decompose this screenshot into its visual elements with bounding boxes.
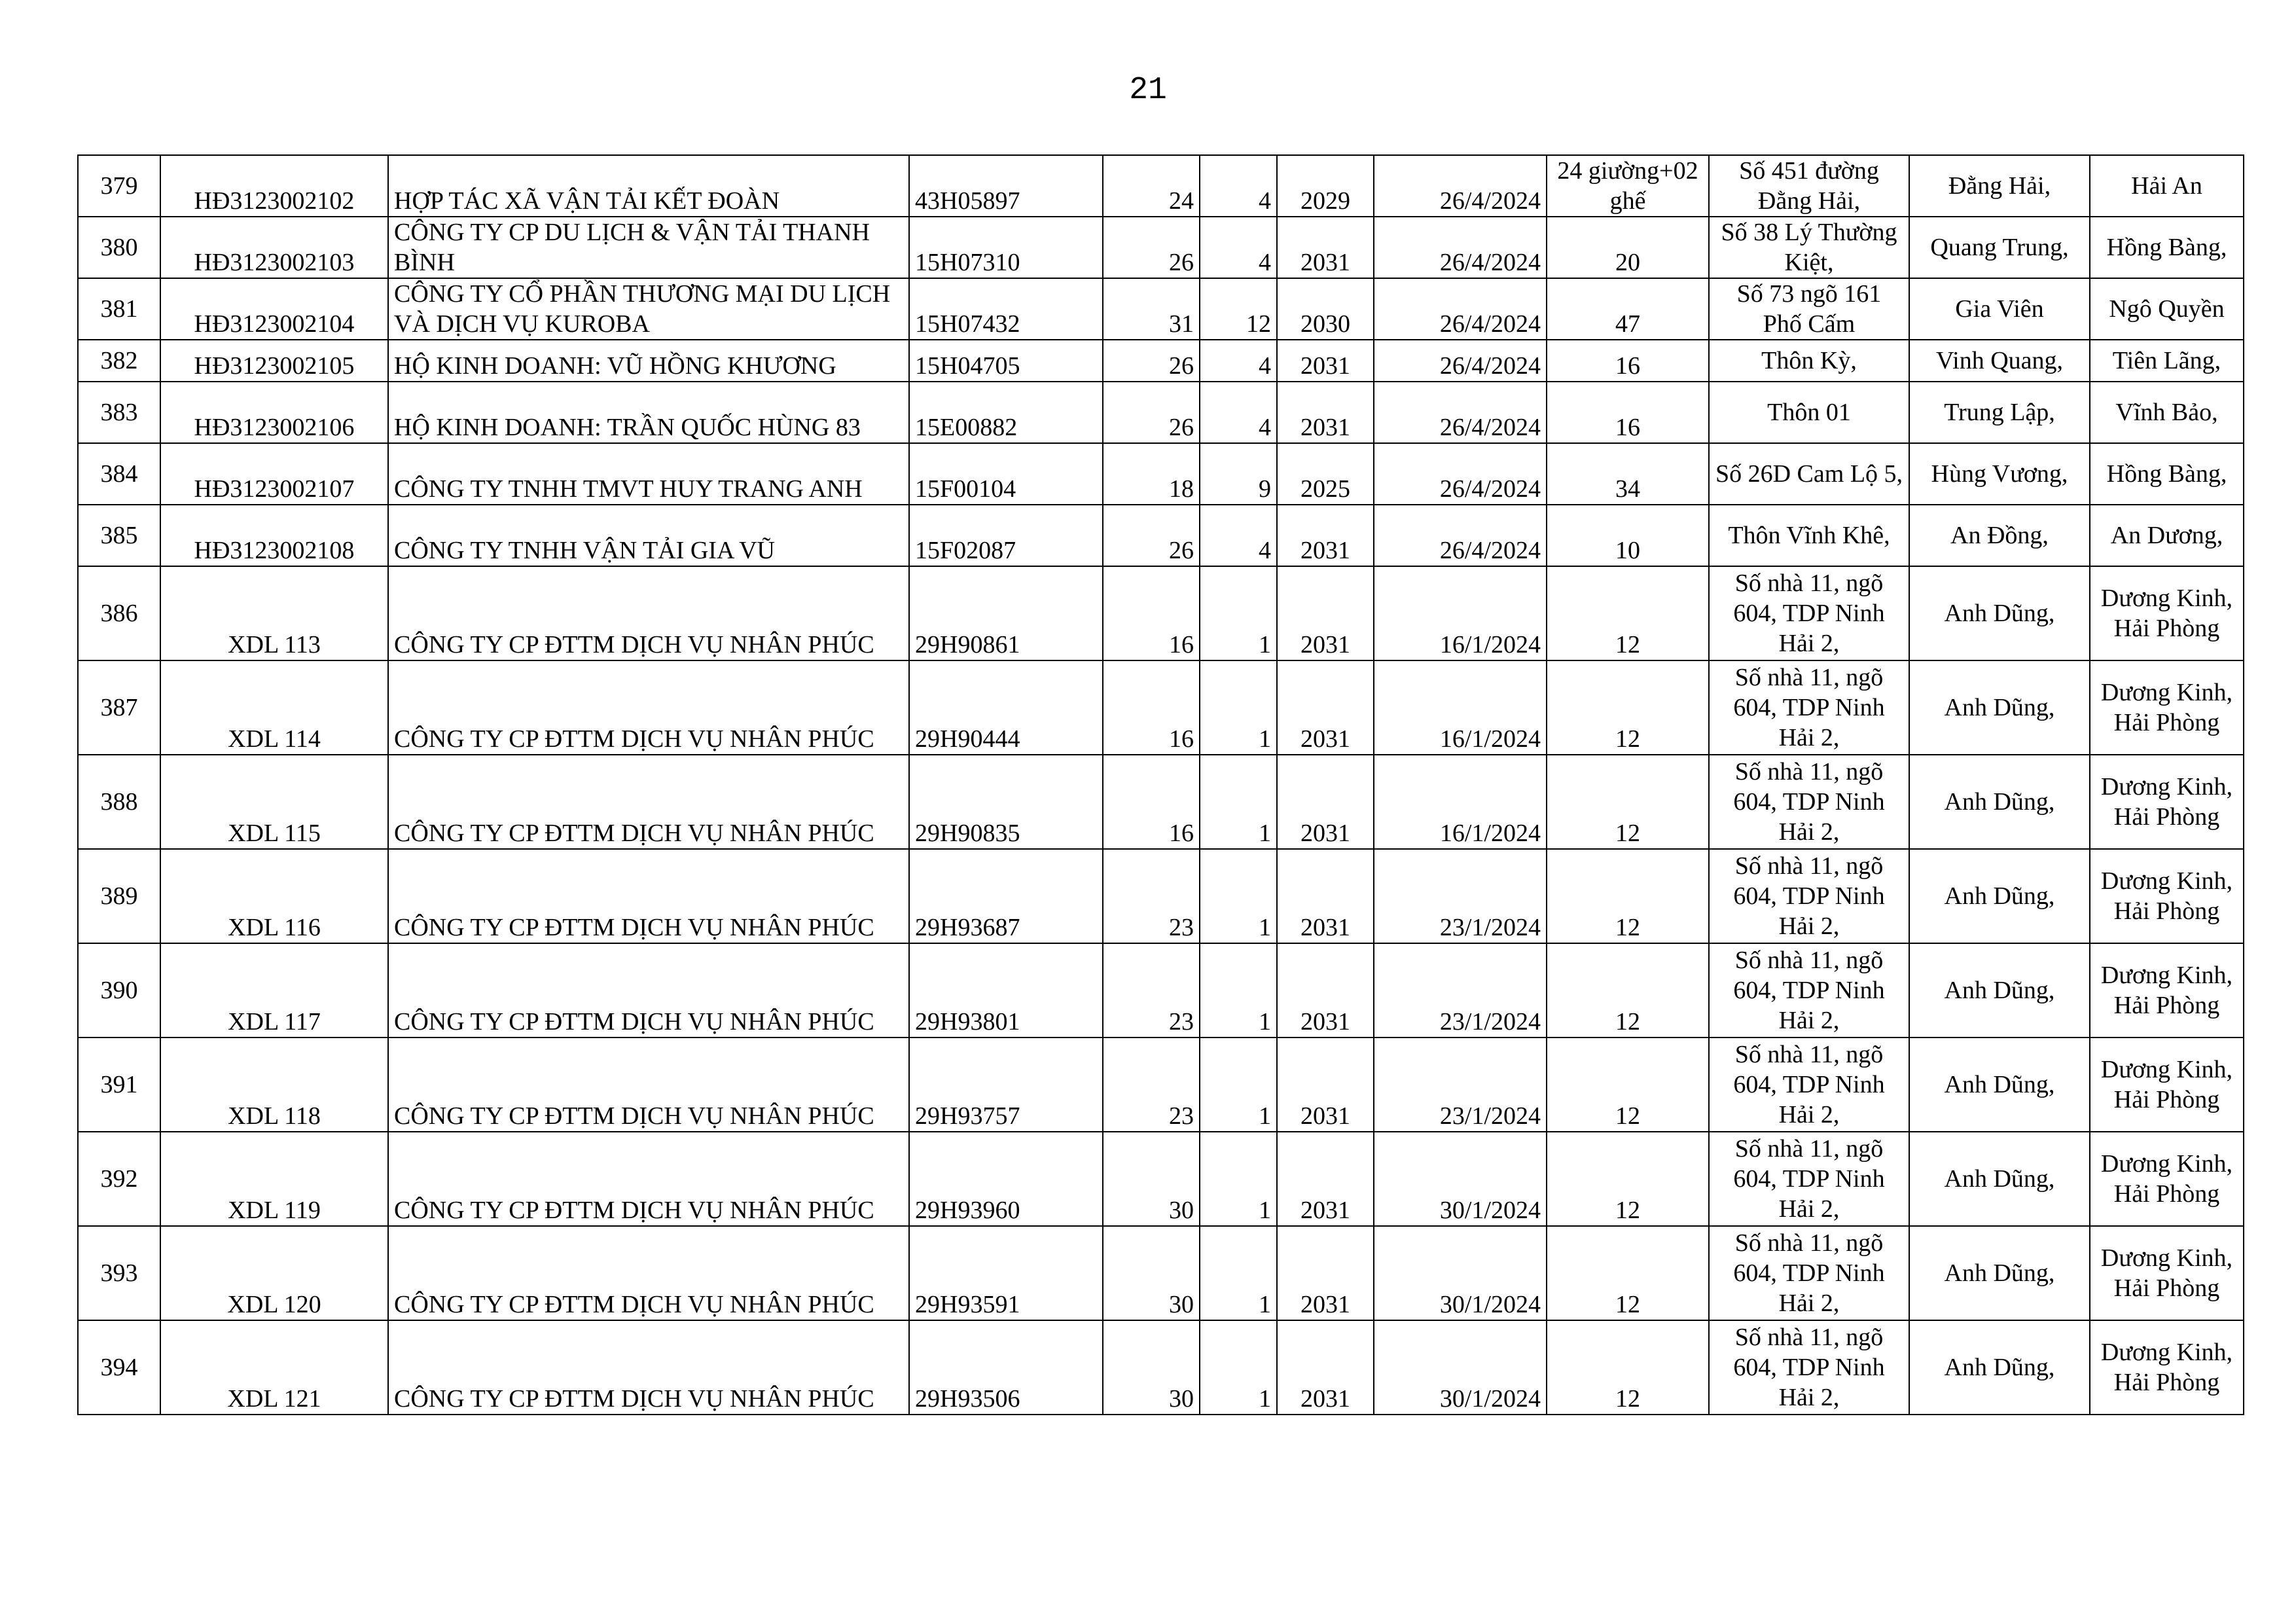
cell-ngay: 26/4/2024 — [1374, 505, 1547, 566]
cell-ten: CÔNG TY CP ĐTTM DỊCH VỤ NHÂN PHÚC — [388, 943, 909, 1038]
cell-cho: 16 — [1547, 340, 1709, 382]
cell-ten: CÔNG TY TNHH TMVT HUY TRANG ANH — [388, 443, 909, 505]
cell-phuong: Trung Lập, — [1909, 382, 2090, 443]
table-row — [78, 1038, 2244, 1132]
cell-a: 24 — [1103, 155, 1200, 217]
cell-cho: 12 — [1547, 943, 1709, 1038]
cell-quan: Ngô Quyền — [2090, 278, 2244, 340]
cell-b: 9 — [1200, 443, 1277, 505]
cell-dia-chi: Số nhà 11, ngõ 604, TDP Ninh Hải 2, — [1709, 1226, 1909, 1320]
cell-dia-chi: Số 451 đường Đằng Hải, — [1709, 155, 1909, 217]
cell-nam: 2031 — [1277, 849, 1374, 943]
cell-cho: 12 — [1547, 849, 1709, 943]
cell-stt: 379 — [78, 155, 160, 217]
cell-nam: 2031 — [1277, 1226, 1374, 1320]
cell-cho: 12 — [1547, 660, 1709, 755]
cell-a: 23 — [1103, 849, 1200, 943]
cell-quan: Hồng Bàng, — [2090, 443, 2244, 505]
cell-dia-chi: Thôn Kỳ, — [1709, 340, 1909, 382]
cell-ma: XDL 115 — [160, 755, 388, 849]
cell-quan: Dương Kinh, Hải Phòng — [2090, 943, 2244, 1038]
cell-stt: 387 — [78, 660, 160, 755]
cell-ten: HỢP TÁC XÃ VẬN TẢI KẾT ĐOÀN — [388, 155, 909, 217]
cell-stt: 389 — [78, 849, 160, 943]
table-row — [78, 155, 2244, 217]
cell-cho: 12 — [1547, 1132, 1709, 1226]
cell-ngay: 23/1/2024 — [1374, 943, 1547, 1038]
cell-phuong: Anh Dũng, — [1909, 1132, 2090, 1226]
cell-nam: 2031 — [1277, 660, 1374, 755]
cell-dia-chi: Số 73 ngõ 161 Phố Cấm — [1709, 278, 1909, 340]
cell-dia-chi: Số nhà 11, ngõ 604, TDP Ninh Hải 2, — [1709, 660, 1909, 755]
cell-phuong: Anh Dũng, — [1909, 566, 2090, 660]
cell-nam: 2031 — [1277, 1038, 1374, 1132]
cell-stt: 384 — [78, 443, 160, 505]
cell-ngay: 30/1/2024 — [1374, 1132, 1547, 1226]
cell-phuong: Anh Dũng, — [1909, 1320, 2090, 1415]
cell-phuong: Anh Dũng, — [1909, 943, 2090, 1038]
table-row — [78, 340, 2244, 382]
cell-bien-so: 29H93591 — [909, 1226, 1103, 1320]
cell-ngay: 23/1/2024 — [1374, 849, 1547, 943]
cell-stt: 383 — [78, 382, 160, 443]
cell-ma: HĐ3123002106 — [160, 382, 388, 443]
cell-a: 16 — [1103, 660, 1200, 755]
cell-ngay: 26/4/2024 — [1374, 340, 1547, 382]
cell-cho: 12 — [1547, 1038, 1709, 1132]
cell-quan: Dương Kinh, Hải Phòng — [2090, 1226, 2244, 1320]
cell-bien-so: 15H07432 — [909, 278, 1103, 340]
cell-a: 30 — [1103, 1320, 1200, 1415]
cell-dia-chi: Thôn 01 — [1709, 382, 1909, 443]
table-row — [78, 505, 2244, 566]
cell-nam: 2031 — [1277, 505, 1374, 566]
cell-stt: 381 — [78, 278, 160, 340]
cell-phuong: Hùng Vương, — [1909, 443, 2090, 505]
cell-b: 1 — [1200, 943, 1277, 1038]
cell-quan: Hồng Bàng, — [2090, 217, 2244, 278]
cell-stt: 394 — [78, 1320, 160, 1415]
cell-dia-chi: Số nhà 11, ngõ 604, TDP Ninh Hải 2, — [1709, 1038, 1909, 1132]
table-row — [78, 755, 2244, 849]
cell-bien-so: 29H93960 — [909, 1132, 1103, 1226]
cell-cho: 16 — [1547, 382, 1709, 443]
cell-nam: 2031 — [1277, 217, 1374, 278]
cell-dia-chi: Thôn Vĩnh Khê, — [1709, 505, 1909, 566]
cell-stt: 390 — [78, 943, 160, 1038]
cell-a: 30 — [1103, 1132, 1200, 1226]
cell-stt: 388 — [78, 755, 160, 849]
cell-stt: 380 — [78, 217, 160, 278]
cell-dia-chi: Số nhà 11, ngõ 604, TDP Ninh Hải 2, — [1709, 943, 1909, 1038]
table-row — [78, 1320, 2244, 1415]
cell-a: 26 — [1103, 217, 1200, 278]
cell-a: 18 — [1103, 443, 1200, 505]
cell-ma: HĐ3123002103 — [160, 217, 388, 278]
cell-bien-so: 29H90444 — [909, 660, 1103, 755]
table-row — [78, 278, 2244, 340]
table-row — [78, 849, 2244, 943]
cell-ten: CÔNG TY CP ĐTTM DỊCH VỤ NHÂN PHÚC — [388, 849, 909, 943]
cell-nam: 2031 — [1277, 1320, 1374, 1415]
cell-a: 31 — [1103, 278, 1200, 340]
cell-a: 26 — [1103, 340, 1200, 382]
cell-quan: Dương Kinh, Hải Phòng — [2090, 849, 2244, 943]
cell-b: 1 — [1200, 1226, 1277, 1320]
cell-bien-so: 29H90861 — [909, 566, 1103, 660]
cell-ten: CÔNG TY CP ĐTTM DỊCH VỤ NHÂN PHÚC — [388, 1226, 909, 1320]
cell-dia-chi: Số nhà 11, ngõ 604, TDP Ninh Hải 2, — [1709, 1320, 1909, 1415]
cell-b: 1 — [1200, 660, 1277, 755]
cell-ma: XDL 117 — [160, 943, 388, 1038]
cell-a: 26 — [1103, 505, 1200, 566]
cell-ma: HĐ3123002102 — [160, 155, 388, 217]
cell-phuong: Anh Dũng, — [1909, 660, 2090, 755]
cell-ten: HỘ KINH DOANH: VŨ HỒNG KHƯƠNG — [388, 340, 909, 382]
cell-ma: HĐ3123002108 — [160, 505, 388, 566]
cell-phuong: Anh Dũng, — [1909, 1038, 2090, 1132]
cell-cho: 12 — [1547, 566, 1709, 660]
cell-ten: CÔNG TY CP ĐTTM DỊCH VỤ NHÂN PHÚC — [388, 1038, 909, 1132]
cell-phuong: Anh Dũng, — [1909, 755, 2090, 849]
cell-bien-so: 29H93506 — [909, 1320, 1103, 1415]
cell-stt: 386 — [78, 566, 160, 660]
cell-nam: 2025 — [1277, 443, 1374, 505]
cell-ngay: 30/1/2024 — [1374, 1320, 1547, 1415]
cell-ten: CÔNG TY CP ĐTTM DỊCH VỤ NHÂN PHÚC — [388, 1132, 909, 1226]
cell-ngay: 16/1/2024 — [1374, 755, 1547, 849]
cell-nam: 2031 — [1277, 755, 1374, 849]
cell-dia-chi: Số nhà 11, ngõ 604, TDP Ninh Hải 2, — [1709, 566, 1909, 660]
cell-dia-chi: Số nhà 11, ngõ 604, TDP Ninh Hải 2, — [1709, 849, 1909, 943]
table-row — [78, 943, 2244, 1038]
cell-nam: 2031 — [1277, 1132, 1374, 1226]
cell-ma: HĐ3123002105 — [160, 340, 388, 382]
cell-ten: CÔNG TY CP ĐTTM DỊCH VỤ NHÂN PHÚC — [388, 660, 909, 755]
cell-ma: XDL 116 — [160, 849, 388, 943]
vehicle-table — [77, 154, 2244, 1415]
cell-nam: 2031 — [1277, 566, 1374, 660]
cell-cho: 12 — [1547, 1320, 1709, 1415]
cell-bien-so: 43H05897 — [909, 155, 1103, 217]
cell-cho: 34 — [1547, 443, 1709, 505]
cell-phuong: Anh Dũng, — [1909, 1226, 2090, 1320]
cell-ten: CÔNG TY CP ĐTTM DỊCH VỤ NHÂN PHÚC — [388, 755, 909, 849]
cell-b: 1 — [1200, 1132, 1277, 1226]
cell-b: 4 — [1200, 505, 1277, 566]
cell-stt: 385 — [78, 505, 160, 566]
cell-quan: Dương Kinh, Hải Phòng — [2090, 1320, 2244, 1415]
cell-b: 1 — [1200, 1038, 1277, 1132]
cell-ngay: 26/4/2024 — [1374, 382, 1547, 443]
cell-quan: Dương Kinh, Hải Phòng — [2090, 566, 2244, 660]
cell-ten: CÔNG TY CP DU LỊCH & VẬN TẢI THANH BÌNH — [388, 217, 909, 278]
table-row — [78, 1226, 2244, 1320]
cell-ten: HỘ KINH DOANH: TRẦN QUỐC HÙNG 83 — [388, 382, 909, 443]
cell-b: 1 — [1200, 755, 1277, 849]
cell-dia-chi: Số nhà 11, ngõ 604, TDP Ninh Hải 2, — [1709, 1132, 1909, 1226]
cell-ngay: 26/4/2024 — [1374, 443, 1547, 505]
cell-nam: 2031 — [1277, 382, 1374, 443]
cell-ma: XDL 119 — [160, 1132, 388, 1226]
cell-phuong: Anh Dũng, — [1909, 849, 2090, 943]
cell-phuong: An Đồng, — [1909, 505, 2090, 566]
cell-bien-so: 29H90835 — [909, 755, 1103, 849]
cell-ma: HĐ3123002104 — [160, 278, 388, 340]
cell-ngay: 26/4/2024 — [1374, 217, 1547, 278]
cell-ma: XDL 118 — [160, 1038, 388, 1132]
table-row — [78, 217, 2244, 278]
cell-stt: 392 — [78, 1132, 160, 1226]
cell-bien-so: 29H93757 — [909, 1038, 1103, 1132]
cell-ngay: 23/1/2024 — [1374, 1038, 1547, 1132]
cell-ma: XDL 114 — [160, 660, 388, 755]
cell-bien-so: 15F02087 — [909, 505, 1103, 566]
cell-bien-so: 29H93687 — [909, 849, 1103, 943]
cell-quan: Dương Kinh, Hải Phòng — [2090, 755, 2244, 849]
table-row — [78, 382, 2244, 443]
cell-quan: Vĩnh Bảo, — [2090, 382, 2244, 443]
cell-ngay: 16/1/2024 — [1374, 566, 1547, 660]
cell-dia-chi: Số 38 Lý Thường Kiệt, — [1709, 217, 1909, 278]
cell-b: 12 — [1200, 278, 1277, 340]
cell-quan: Tiên Lãng, — [2090, 340, 2244, 382]
cell-nam: 2031 — [1277, 340, 1374, 382]
cell-ten: CÔNG TY TNHH VẬN TẢI GIA VŨ — [388, 505, 909, 566]
cell-nam: 2029 — [1277, 155, 1374, 217]
cell-bien-so: 29H93801 — [909, 943, 1103, 1038]
cell-ngay: 26/4/2024 — [1374, 155, 1547, 217]
cell-bien-so: 15F00104 — [909, 443, 1103, 505]
cell-cho: 24 giường+02 ghế — [1547, 155, 1709, 217]
cell-quan: Dương Kinh, Hải Phòng — [2090, 1038, 2244, 1132]
cell-ma: XDL 121 — [160, 1320, 388, 1415]
cell-a: 16 — [1103, 755, 1200, 849]
cell-quan: Dương Kinh, Hải Phòng — [2090, 1132, 2244, 1226]
table-row — [78, 566, 2244, 660]
cell-a: 26 — [1103, 382, 1200, 443]
cell-cho: 20 — [1547, 217, 1709, 278]
cell-stt: 391 — [78, 1038, 160, 1132]
cell-ma: HĐ3123002107 — [160, 443, 388, 505]
cell-bien-so: 15H07310 — [909, 217, 1103, 278]
cell-a: 23 — [1103, 943, 1200, 1038]
table-row — [78, 443, 2244, 505]
cell-quan: Hải An — [2090, 155, 2244, 217]
cell-quan: Dương Kinh, Hải Phòng — [2090, 660, 2244, 755]
page-number: 21 — [1129, 73, 1167, 108]
cell-b: 1 — [1200, 1320, 1277, 1415]
cell-quan: An Dương, — [2090, 505, 2244, 566]
cell-dia-chi: Số nhà 11, ngõ 604, TDP Ninh Hải 2, — [1709, 755, 1909, 849]
table-row — [78, 1132, 2244, 1226]
cell-stt: 382 — [78, 340, 160, 382]
cell-cho: 12 — [1547, 755, 1709, 849]
cell-cho: 12 — [1547, 1226, 1709, 1320]
cell-ngay: 16/1/2024 — [1374, 660, 1547, 755]
cell-phuong: Quang Trung, — [1909, 217, 2090, 278]
cell-cho: 47 — [1547, 278, 1709, 340]
cell-b: 1 — [1200, 849, 1277, 943]
cell-ten: CÔNG TY CP ĐTTM DỊCH VỤ NHÂN PHÚC — [388, 566, 909, 660]
cell-ten: CÔNG TY CP ĐTTM DỊCH VỤ NHÂN PHÚC — [388, 1320, 909, 1415]
cell-stt: 393 — [78, 1226, 160, 1320]
cell-a: 30 — [1103, 1226, 1200, 1320]
cell-a: 23 — [1103, 1038, 1200, 1132]
cell-bien-so: 15E00882 — [909, 382, 1103, 443]
cell-b: 4 — [1200, 340, 1277, 382]
cell-a: 16 — [1103, 566, 1200, 660]
table-row — [78, 660, 2244, 755]
cell-bien-so: 15H04705 — [909, 340, 1103, 382]
cell-nam: 2031 — [1277, 943, 1374, 1038]
cell-b: 4 — [1200, 155, 1277, 217]
cell-ma: XDL 113 — [160, 566, 388, 660]
cell-ngay: 30/1/2024 — [1374, 1226, 1547, 1320]
cell-nam: 2030 — [1277, 278, 1374, 340]
cell-dia-chi: Số 26D Cam Lộ 5, — [1709, 443, 1909, 505]
cell-phuong: Gia Viên — [1909, 278, 2090, 340]
cell-phuong: Vinh Quang, — [1909, 340, 2090, 382]
cell-b: 4 — [1200, 382, 1277, 443]
cell-cho: 10 — [1547, 505, 1709, 566]
cell-ten: CÔNG TY CỔ PHẦN THƯƠNG MẠI DU LỊCH VÀ DỊCH VỤ KUROBA — [388, 278, 909, 340]
cell-ngay: 26/4/2024 — [1374, 278, 1547, 340]
cell-ma: XDL 120 — [160, 1226, 388, 1320]
cell-phuong: Đằng Hải, — [1909, 155, 2090, 217]
cell-b: 1 — [1200, 566, 1277, 660]
cell-b: 4 — [1200, 217, 1277, 278]
